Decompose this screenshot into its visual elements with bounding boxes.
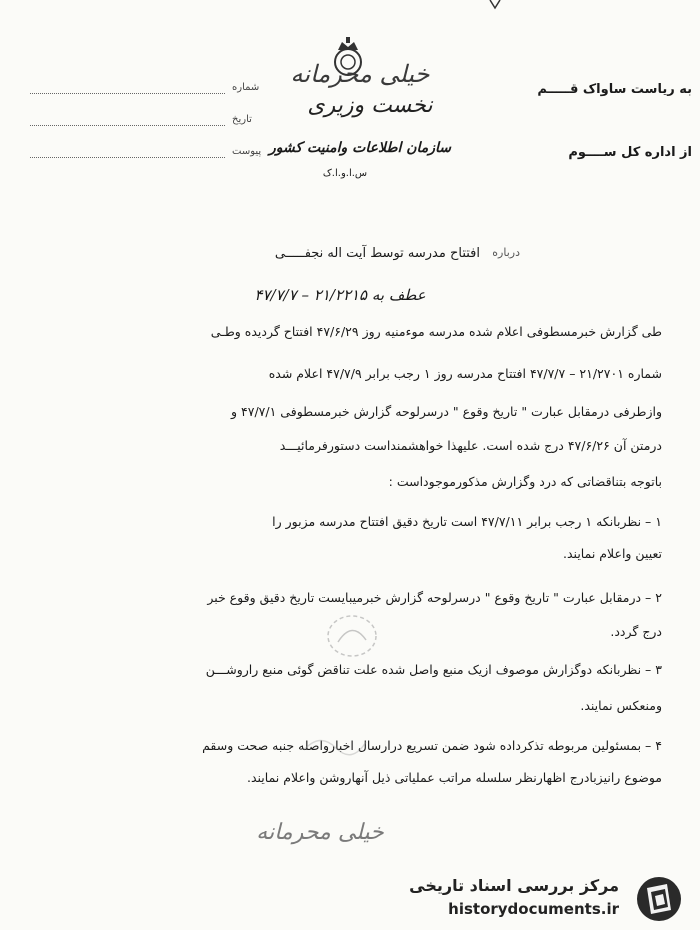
body-line: تعیین واعلام نمایند. — [563, 546, 662, 561]
date-line — [30, 124, 225, 126]
faint-scribble-icon — [300, 730, 370, 758]
archive-logo-icon — [633, 874, 685, 924]
body-line: شماره ۲۱/۲۷۰۱ – ۴۷/۷/۷ افتتاح مدرسه روز ۱ رجب برابر ۴۷/۷/۹ اعلام شده — [268, 366, 662, 381]
sender: از اداره کل ســــوم — [568, 145, 692, 160]
attachment-line — [30, 156, 225, 158]
number-label: شماره — [232, 82, 260, 93]
reference-line: عطف به ۲۱/۲۲۱۵ – ۴۷/۷/۷ — [254, 286, 426, 304]
ministry-name: نخست وزیری — [307, 93, 433, 118]
number-line — [30, 92, 225, 94]
addressee: به ریاست ساواک قـــــم — [537, 82, 692, 97]
reference-code: س.ا.و.ا.ک — [322, 168, 368, 179]
date-label: تاریخ — [232, 114, 252, 125]
body-line: طی گزارش خبرمسطوفی اعلام شده مدرسه موءمنیه روز ۴۷/۶/۲۹ افتتاح گردیده وطـی — [210, 324, 662, 339]
body-line: ومنعکس نمایند. — [580, 698, 662, 713]
classification-stamp: خیلی محرمانه — [290, 60, 430, 88]
body-line: ۳ – نظربانکه دوگزارش موصوف ازیک منبع واصل شده علت تناقض گوئی منبع راروشـــن — [205, 662, 662, 677]
body-line: ۴ – بمسئولین مربوطه تذکرداده شود ضمن تسریع درارسال اخبارواصله جنبه صحت وسقم — [202, 738, 662, 753]
corner-mark-icon — [488, 0, 502, 10]
body-line: ۱ – نظربانکه ۱ رجب برابر ۴۷/۷/۱۱ است تاریخ دقیق افتتاح مدرسه مزبور را — [272, 514, 662, 529]
watermark-url: historydocuments.ir — [448, 900, 619, 918]
organization-name: سازمان اطلاعات وامنیت کشور — [268, 140, 452, 156]
subject-text: افتتاح مدرسه توسط آیت اله نجفـــــی — [274, 246, 480, 261]
watermark — [305, 874, 685, 924]
faint-stamp-icon — [324, 612, 380, 660]
subject-label: درباره — [492, 246, 520, 259]
body-line: وازطرفی درمقابل عبارت " تاریخ وقوع " درسرلوحه گزارش خبرمسطوفی ۴۷/۷/۱ و — [231, 404, 662, 419]
attachment-label: پیوست — [232, 146, 262, 157]
subject-row — [160, 246, 520, 266]
body-line: باتوجه بتناقضاتی که درد وگزارش مذکورموجوداست : — [388, 474, 662, 489]
footer-classification-stamp: خیلی محرمانه — [256, 820, 384, 845]
watermark-title: مرکز بررسی اسناد تاریخی — [409, 876, 619, 895]
body-line: درج گردد. — [610, 624, 662, 639]
body-line: ۲ – درمقابل عبارت " تاریخ وقوع " درسرلوحه گزارش خبرمیبایست تاریخ دقیق وقوع خبر — [207, 590, 662, 605]
body-line: موضوع رانیزبادرج اظهارنظر سلسله مراتب عملیاتی ذیل آنهاروشن واعلام نمایند. — [246, 770, 662, 785]
body-line: درمتن آن ۴۷/۶/۲۶ درج شده است. علیهذا خواهشمنداست دستورفرمائیـــد — [279, 438, 662, 453]
